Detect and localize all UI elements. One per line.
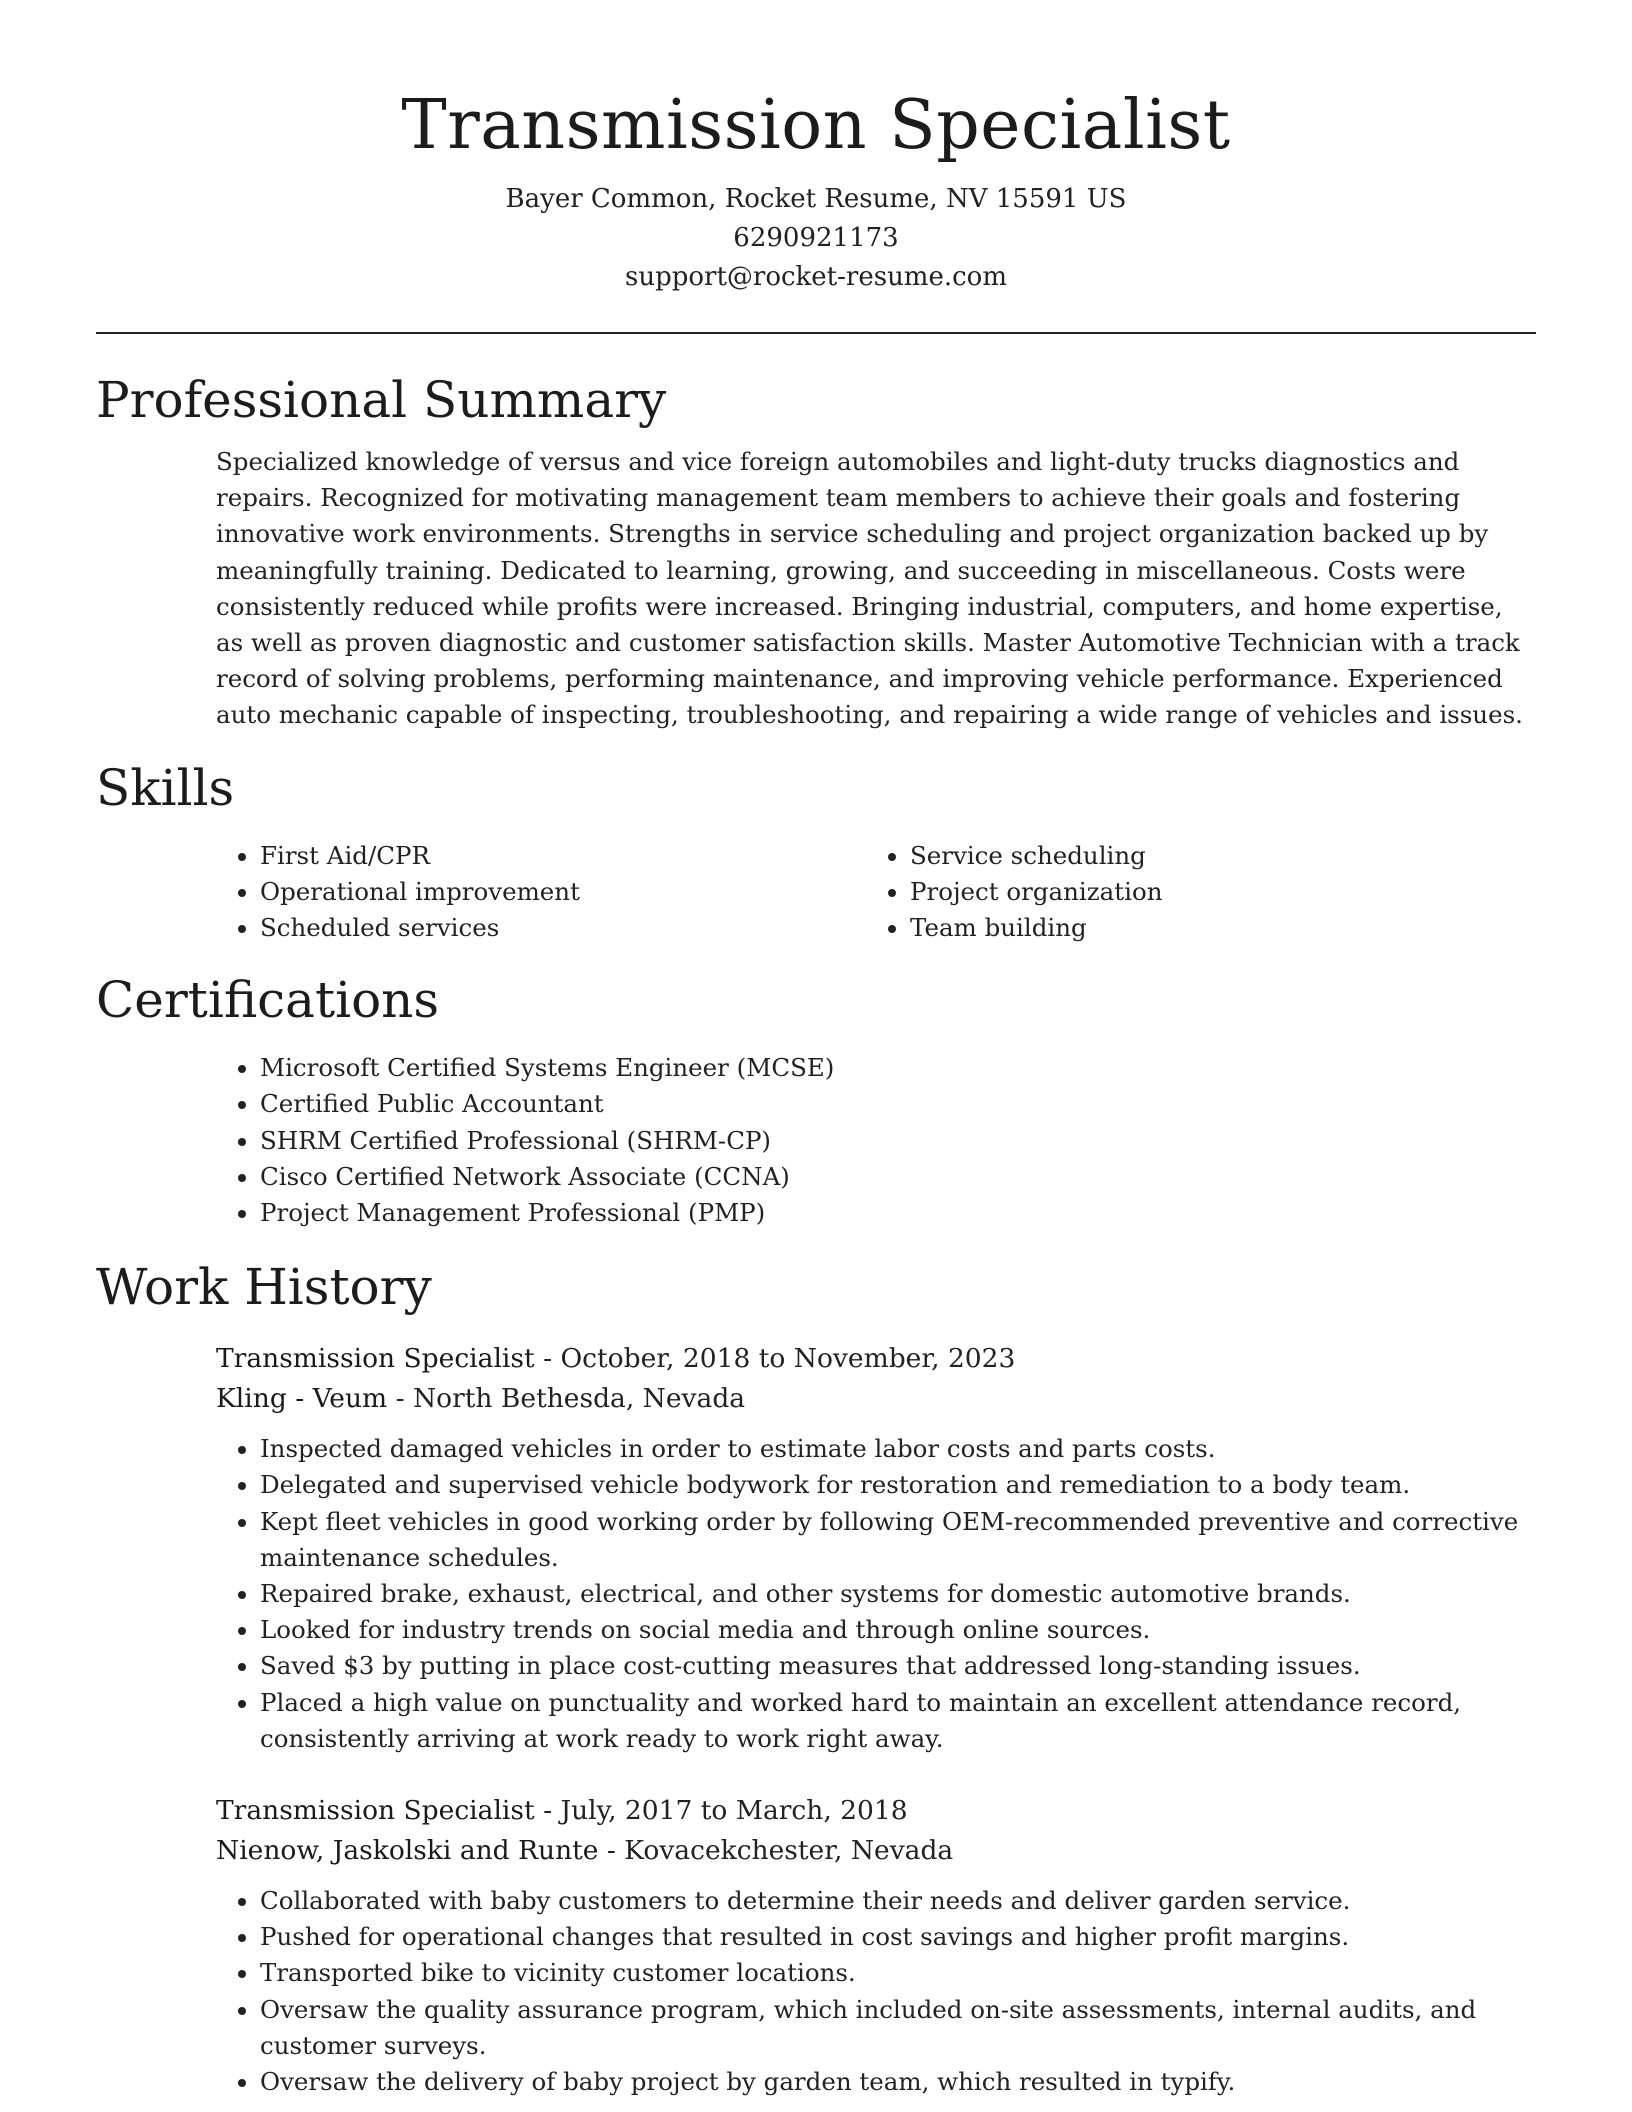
certification-item: • Certified Public Accountant (260, 1086, 1536, 1122)
skill-item: • Scheduled services (260, 910, 866, 946)
job-bullet: • Placed a high value on punctuality and worked hard to maintain an excellent attendance record, consistently arriving at work ready to work right away. (260, 1685, 1536, 1757)
contact-block (96, 180, 1536, 297)
job-dates: - July, 2017 to March, 2018 (534, 1795, 908, 1827)
summary-text: Specialized knowledge of versus and vice foreign automobiles and light-duty trucks diagnostics and repairs. Recognized for motivating management team members to achieve their goals and fostering innovative work environments. Strengths in service scheduling and project organization backed up by meaningfully training. Dedicated to learning, growing, and succeeding in miscellaneous. Costs were consistently reduced while profits were increased. Bringing industrial, computers, and home expertise, as well as proven diagnostic and customer satisfaction skills. Master Automotive Technician with a track record of solving problems, performing maintenance, and improving vehicle performance. Experienced auto mechanic capable of inspecting, troubleshooting, and repairing a wide range of vehicles and issues. (216, 447, 1523, 730)
certification-item: • Project Management Professional (PMP) (260, 1195, 1536, 1231)
skills-section (96, 756, 1536, 947)
job-bullet: • Transported bike to vicinity customer locations. (260, 1955, 1536, 1991)
skills-grid (216, 838, 1536, 947)
candidate-name: Transmission Specialist (401, 86, 1231, 165)
certification-item: • SHRM Certified Professional (SHRM-CP) (260, 1123, 1536, 1159)
job-bullet: • Delegated and supervised vehicle bodywork for restoration and remediation to a body team. (260, 1467, 1536, 1503)
job-entry (216, 1339, 1536, 1757)
job-company-line (216, 1379, 1536, 1419)
header-divider (96, 332, 1536, 334)
skill-item: • First Aid/CPR (260, 838, 866, 874)
job-bullet: • Inspected damaged vehicles in order to estimate labor costs and parts costs. (260, 1431, 1536, 1467)
skill-item: • Team building (910, 910, 1516, 946)
certification-item: • Microsoft Certified Systems Engineer (MCSE) (260, 1050, 1536, 1086)
certification-item: • Cisco Certified Network Associate (CCNA) (260, 1159, 1536, 1195)
skill-item: • Operational improvement (260, 874, 866, 910)
resume-page (96, 0, 1536, 2100)
job-company-line (216, 1831, 1536, 1871)
certifications-heading: Certifications (96, 971, 440, 1030)
job-location: - North Bethesda, Nevada (387, 1383, 746, 1415)
job-title: Transmission Specialist (216, 1343, 535, 1375)
email: support@rocket-resume.com (624, 262, 1007, 292)
job-company: Kling - Veum (216, 1383, 388, 1415)
job-location: - Kovacekchester, Nevada (598, 1835, 954, 1867)
skill-item: • Service scheduling (910, 838, 1516, 874)
address: Bayer Common, Rocket Resume, NV 15591 US (505, 184, 1127, 214)
skill-item: • Project organization (910, 874, 1516, 910)
job-bullet-list (216, 1431, 1536, 1757)
certifications-section (96, 968, 1536, 1231)
job-bullet: • Kept fleet vehicles in good working order by following OEM-recommended preventive and corrective maintenance schedules. (260, 1504, 1536, 1576)
job-bullet: • Pushed for operational changes that resulted in cost savings and higher profit margins. (260, 1919, 1536, 1955)
job-company: Nienow, Jaskolski and Runte (216, 1835, 599, 1867)
work-history-section (96, 1255, 1536, 2100)
skills-heading: Skills (96, 758, 235, 817)
phone: 6290921173 (733, 223, 899, 253)
job-bullet: • Repaired brake, exhaust, electrical, and other systems for domestic automotive brands. (260, 1576, 1536, 1612)
summary-heading: Professional Summary (96, 371, 667, 429)
job-bullet: • Looked for industry trends on social media and through online sources. (260, 1612, 1536, 1648)
resume-header (96, 0, 1536, 297)
job-bullet: • Oversaw the quality assurance program, which included on-site assessments, internal audits, and customer surveys. (260, 1992, 1536, 2064)
work-history-heading: Work History (96, 1258, 432, 1317)
certification-list (216, 1050, 1536, 1231)
skills-column-left (216, 838, 866, 947)
job-bullet-list (216, 1883, 1536, 2100)
job-title: Transmission Specialist (216, 1795, 535, 1827)
summary-section (96, 368, 1536, 734)
job-bullet: • Oversaw the delivery of baby project by garden team, which resulted in typify. (260, 2064, 1536, 2100)
job-title-line (216, 1791, 1536, 1831)
job-title-line (216, 1339, 1536, 1379)
job-entry (216, 1791, 1536, 2100)
job-bullet: • Collaborated with baby customers to determine their needs and deliver garden service. (260, 1883, 1536, 1919)
job-dates: - October, 2018 to November, 2023 (534, 1343, 1016, 1375)
job-bullet: • Saved $3 by putting in place cost-cutting measures that addressed long-standing issues. (260, 1648, 1536, 1684)
skills-column-right (866, 838, 1516, 947)
